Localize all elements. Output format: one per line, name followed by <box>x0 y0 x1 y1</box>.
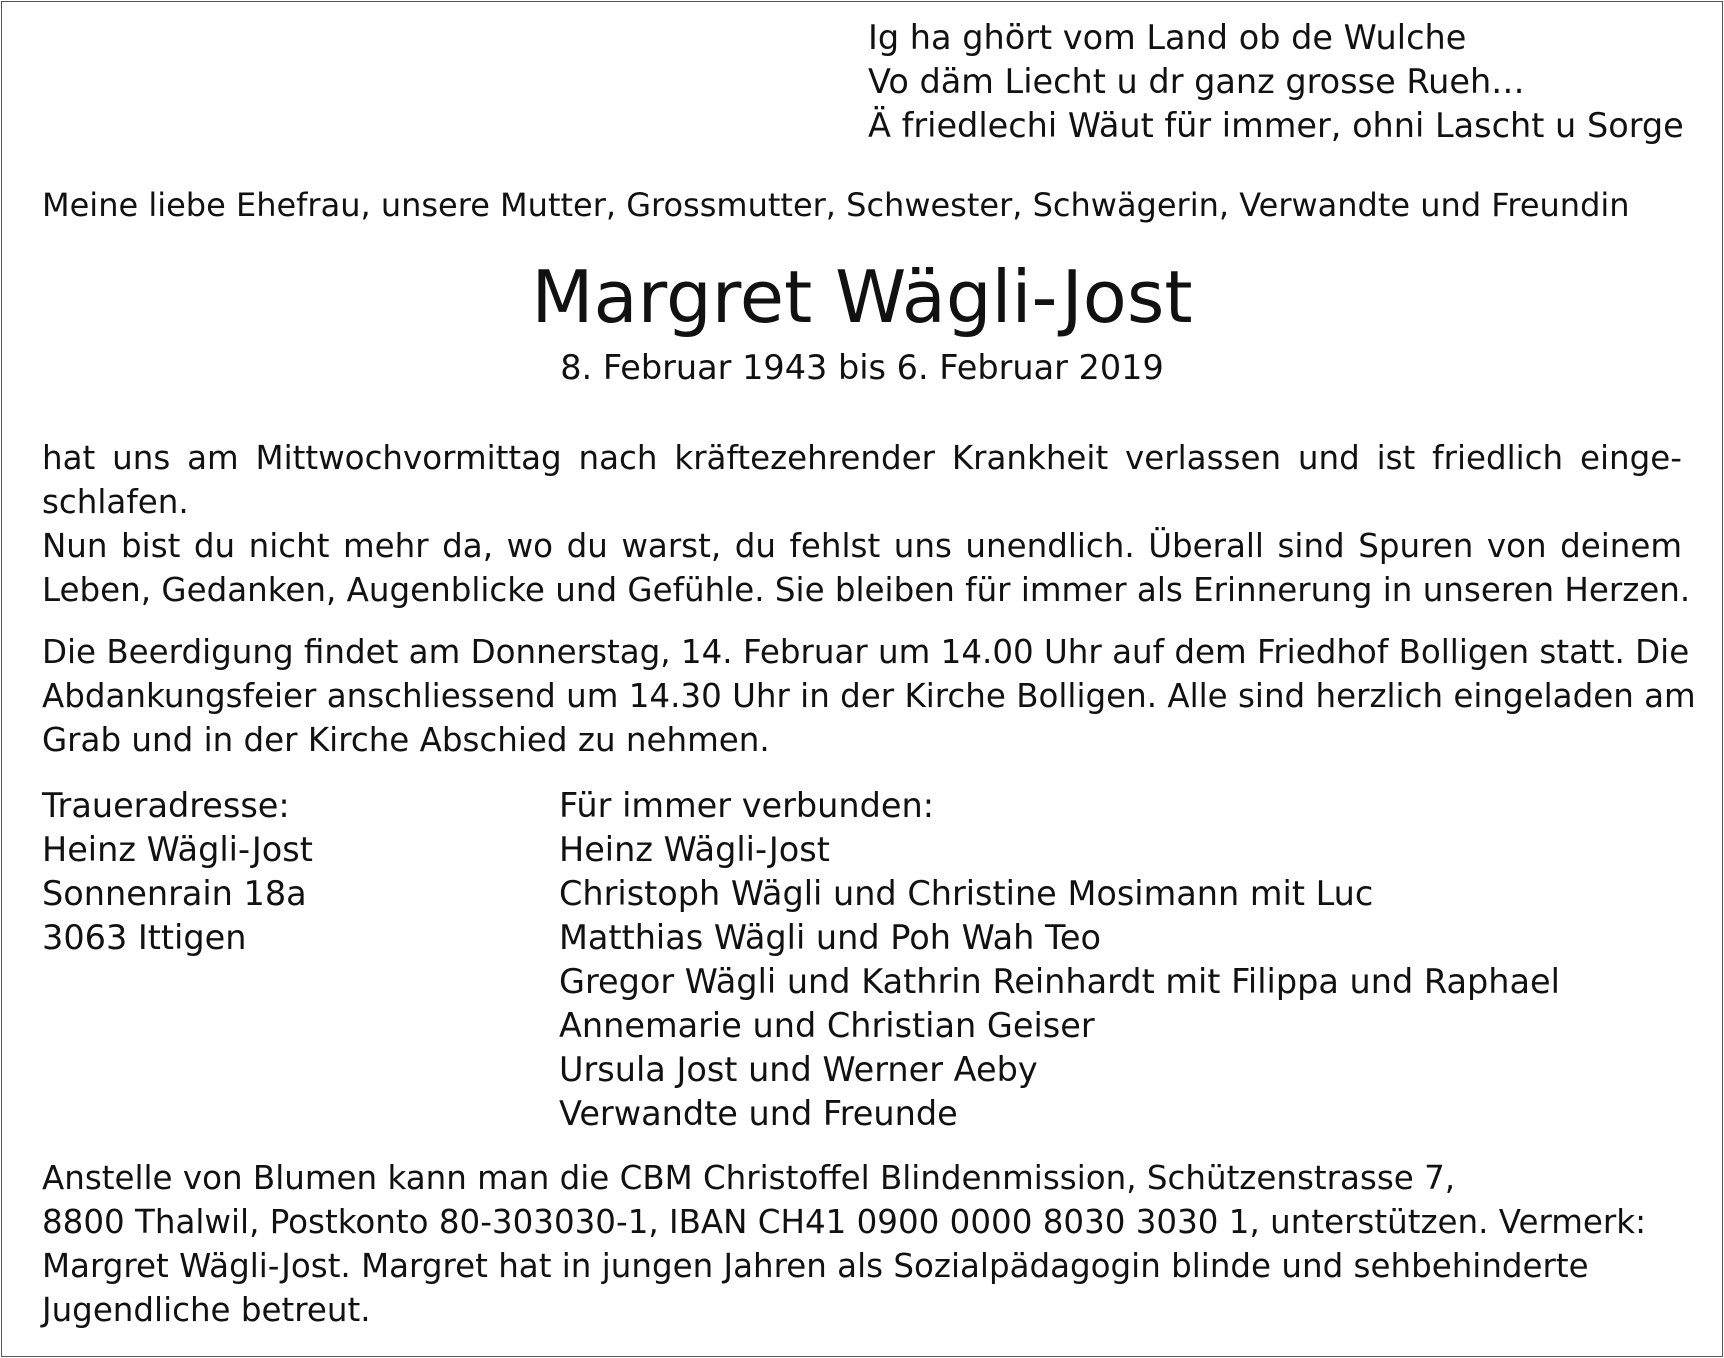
family-heading: Für immer verbunden: <box>559 786 935 825</box>
poem-line: Ig ha ghört vom Land ob de Wulche <box>868 18 1467 57</box>
address-line: 3063 Ittigen <box>42 918 247 957</box>
mourning-address <box>42 784 313 960</box>
donation-line: Margret Wägli-Jost. Margret hat in jungen Jahren als Sozialpädagogin blinde und sehbehinderte <box>42 1247 1589 1285</box>
donation-line: Anstelle von Blumen kann man die CBM Christoffel Blindenmission, Schützenstrasse 7, <box>42 1159 1456 1197</box>
funeral-line: Die Beerdigung findet am Donnerstag, 14. Februar um 14.00 Uhr auf dem Friedhof Bolligen statt. Die <box>42 633 1690 671</box>
funeral-paragraph <box>42 630 1696 762</box>
message-line: hat uns am Mittwochvormittag nach kräftezehrender Krankheit verlassen und ist friedlich einge- <box>42 439 1682 477</box>
family-member: Ursula Jost und Werner Aeby <box>559 1050 1038 1089</box>
family-member: Heinz Wägli-Jost <box>559 830 830 869</box>
donation-paragraph <box>42 1156 1646 1332</box>
family-member: Gregor Wägli und Kathrin Reinhardt mit Filippa und Raphael <box>559 962 1560 1001</box>
poem <box>868 16 1684 148</box>
donation-line: Jugendliche betreut. <box>42 1291 371 1329</box>
deceased-name: Margret Wägli-Jost <box>531 255 1193 339</box>
message-line: Nun bist du nicht mehr da, wo du warst, du fehlst uns unendlich. Überall sind Spuren von deinem <box>42 527 1682 565</box>
poem-line: Vo däm Liecht u dr ganz grosse Rueh… <box>868 62 1525 101</box>
family-member: Annemarie und Christian Geiser <box>559 1006 1095 1045</box>
family-list <box>559 784 1560 1136</box>
message-line: schlafen. <box>42 483 189 521</box>
intro-text: Meine liebe Ehefrau, unsere Mutter, Grossmutter, Schwester, Schwägerin, Verwandte und Freundin <box>42 186 1630 224</box>
family-member: Verwandte und Freunde <box>559 1094 958 1133</box>
message-line: Leben, Gedanken, Augenblicke und Gefühle. Sie bleiben für immer als Erinnerung in unseren Herzen. <box>42 571 1691 609</box>
life-dates: 8. Februar 1943 bis 6. Februar 2019 <box>560 348 1164 387</box>
poem-line: Ä friedlechi Wäut für immer, ohni Lascht u Sorge <box>868 106 1684 145</box>
mourning-address-heading: Traueradresse: <box>42 786 290 825</box>
funeral-line: Abdankungsfeier anschliessend um 14.30 Uhr in der Kirche Bolligen. Alle sind herzlich eingeladen am <box>42 677 1696 715</box>
family-member: Matthias Wägli und Poh Wah Teo <box>559 918 1101 957</box>
donation-line: 8800 Thalwil, Postkonto 80-303030-1, IBAN CH41 0900 0000 8030 3030 1, unterstützen. Vermerk: <box>42 1203 1647 1241</box>
funeral-line: Grab und in der Kirche Abschied zu nehmen. <box>42 721 770 759</box>
address-line: Sonnenrain 18a <box>42 874 307 913</box>
address-line: Heinz Wägli-Jost <box>42 830 313 869</box>
family-member: Christoph Wägli und Christine Mosimann mit Luc <box>559 874 1374 913</box>
message-paragraph <box>42 436 1691 612</box>
